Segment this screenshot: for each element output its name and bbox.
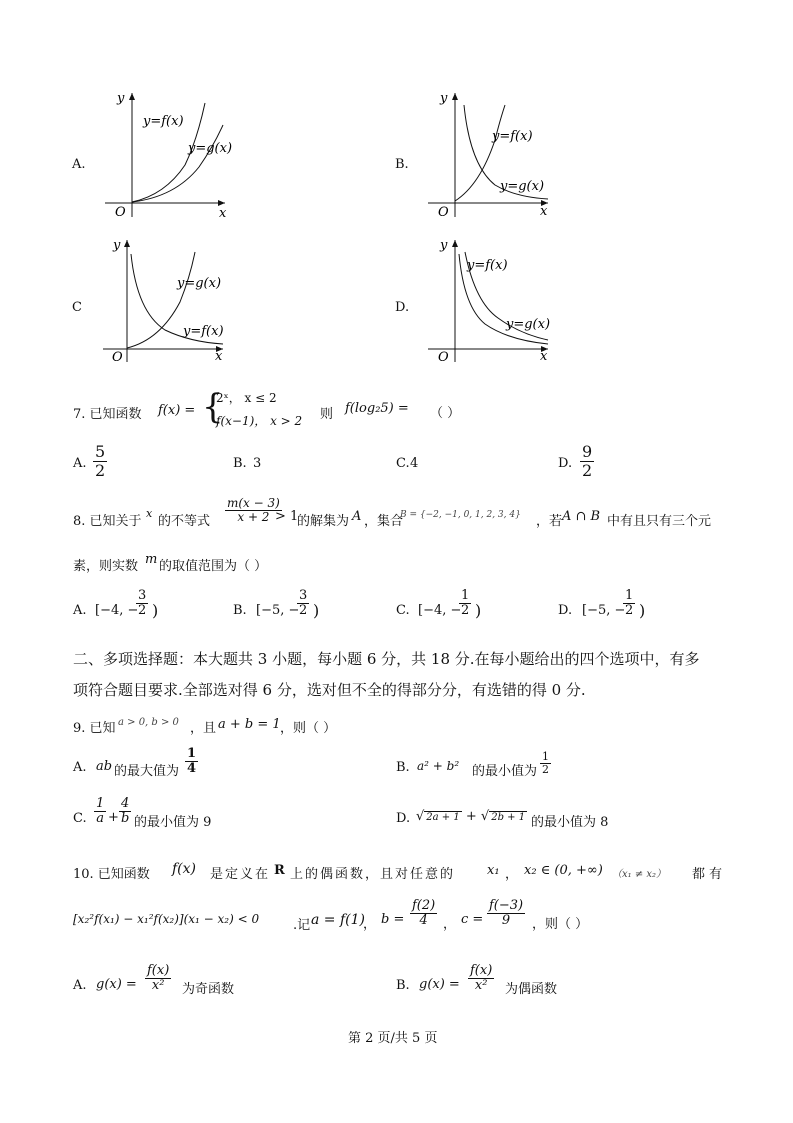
q8-option-c-left: [−4, − [418,603,462,618]
curve-label-2: y=g(x) [500,179,545,194]
q8-var-x: x [146,507,153,520]
frac-den: b [121,811,130,827]
q10-b-frac [410,899,437,929]
frac-num: f(x) [470,963,493,978]
frac-num: 9 [582,442,593,461]
curve-label-2: y=g(x) [188,141,233,156]
frac-num: 3 [299,588,308,603]
graph-a-figure [95,85,245,220]
frac-num: 1 [187,746,197,761]
q10-note: .记 [293,918,311,933]
q9-suffix: ，则（ ） [280,721,337,736]
q10-sep: ， [505,867,519,882]
x-axis-label: x [540,204,548,219]
q9-c-frac2 [119,797,131,827]
q9-d-expr: √ 2a + 1 + √ 2b + 1 [416,809,526,824]
q10-mid2: 上的偶函数，且对任意的 [290,867,456,882]
q10-a-frac [145,964,171,994]
graph-b-figure [420,85,560,220]
q10-mid1: 是定义在 [210,867,271,882]
q7-option-d-letter: D. [558,456,573,471]
q7-option-b-letter: B. [233,456,247,471]
frac-num: f(−3) [489,898,524,913]
frac-den: 9 [501,913,511,929]
q7-case1: 2ˣ， x ≤ 2 [216,391,277,405]
frac-den: x² [474,978,488,994]
frac-num: 3 [138,588,147,603]
q9-c-plus: + [108,810,119,825]
q9-c-letter: C. [73,811,87,826]
q8-option-c-letter: C. [396,603,410,618]
q7-ask: f(log₂5) = [345,401,409,416]
q10-r: R [274,863,285,878]
q7-option-a-frac [93,443,107,479]
option-letter: C [72,300,82,315]
curve-label-1: y=f(x) [143,114,184,129]
q9-a-frac [185,747,198,777]
q9-a-text: 的最大值为 [114,764,180,779]
section-2-line2: 项符合题目要求.全部选对得 6 分，选对但不全的得部分分，有选错的得 0 分. [73,681,586,699]
y-axis-label: y [113,238,121,253]
q9-d-letter: D. [396,811,411,826]
q10-a-def: a = f(1) [311,912,365,928]
q10-b-frac-g [468,964,494,994]
q8-option-a-frac [136,589,148,619]
q10-x1: x₁ [487,863,500,878]
page-footer: 第 2 页/共 5 页 [348,1031,438,1046]
frac-num: 1 [96,796,105,811]
q10-a-text: 为奇函数 [182,982,235,997]
q7-prefix: 7. 已知函数 [73,407,142,422]
frac-den: 2 [95,460,106,480]
q10-a-letter: A. [73,978,87,993]
origin-label: O [115,205,126,220]
y-axis-label: y [440,91,448,106]
q8-line2b: 的取值范围为（ ） [159,559,268,574]
q10-prefix: 10. 已知函数 [73,867,150,882]
q7-option-b-value: 3 [253,456,262,471]
q8-option-b-right: ) [313,601,320,620]
x-axis-label: x [219,206,227,220]
q9-mid: ，且 [190,721,217,736]
q8-option-b-frac [297,589,309,619]
q10-cond: [x₂²f(x₁) − x₁²f(x₂)](x₁ − x₂) < 0 [73,912,260,926]
curve-label-1: y=f(x) [467,258,508,273]
q9-d-root2: 2b + 1 [491,812,526,823]
q10-c-frac [487,899,525,929]
q8-part2: 的不等式 [158,514,211,529]
q8-option-a-left: [−4, − [95,603,139,618]
q8-option-c-right: ) [475,601,482,620]
frac-den: a [96,811,105,827]
q9-c-frac1 [94,797,106,827]
q8-intersect: A ∩ B [562,509,601,524]
q9-prefix: 9. 已知 [73,721,116,736]
q8-option-d-letter: D. [558,603,573,618]
q9-d-text: 的最小值为 8 [531,815,609,830]
curve-label-2: y=f(x) [183,324,224,339]
origin-label: O [438,205,449,220]
q10-a-lhs: g(x) = [96,977,137,992]
q9-a-expr: ab [96,759,113,774]
curve-label-1: y=f(x) [492,129,533,144]
q8-set-b: B = {−2, −1, 0, 1, 2, 3, 4} [400,510,521,520]
frac-den: x² [151,978,165,994]
x-axis-label: x [540,349,548,364]
q10-has: 都有 [692,867,727,882]
q10-fx: f(x) [172,861,197,877]
q8-ineq-frac [225,497,282,524]
frac-den: 2 [542,763,549,777]
frac-num: 1 [542,750,549,763]
graph-d-figure [420,232,560,367]
q10-x2in: x₂ ∈ (0, +∞) [524,863,603,878]
q8-option-d-right: ) [639,601,646,620]
q10-c-lhs: c = [461,912,484,927]
q8-line2a: 素，则实数 [73,559,139,574]
q8-var-m: m [145,552,158,567]
origin-label: O [438,350,449,365]
frac-den: 2 [582,460,593,480]
section-2-line1: 二、多项选择题：本大题共 3 小题，每小题 6 分，共 18 分.在每小题给出的四个选项中，有多 [73,650,700,668]
frac-den: 4 [419,913,428,929]
frac-num: 4 [121,796,130,811]
q8-option-b-letter: B. [233,603,247,618]
q8-part1: 8. 已知关于 [73,514,142,529]
q10-sep-2: ， [363,917,377,932]
curve-label-1: y=g(x) [177,276,222,291]
q9-a-letter: A. [73,760,87,775]
frac-num: 1 [625,588,634,603]
q10-b-letter: B. [396,978,410,993]
q10-neq: （x₁ ≠ x₂） [612,869,667,880]
q9-b-text: 的最小值为 [472,764,538,779]
q9-cond: a > 0, b > 0 [118,717,179,728]
frac-den: 2 [299,603,308,619]
option-letter: A. [72,157,86,172]
q8-option-a-right: ) [152,601,159,620]
q10-suffix: ，则（ ） [532,917,589,932]
y-axis-label: y [117,91,125,106]
frac-num: 1 [461,588,470,603]
q8-option-b-left: [−5, − [256,603,300,618]
q8-part3: 的解集为 [297,514,350,529]
option-letter: D. [395,300,410,315]
q10-b-text: 为偶函数 [505,982,558,997]
q7-option-c-value: 4 [410,456,419,471]
q10-b-lhs-g: g(x) = [419,977,460,992]
q8-option-c-frac [459,589,471,619]
q7-brace: { [202,387,224,427]
frac-den: x + 2 [237,510,270,525]
q10-sep-3: ， [443,917,457,932]
q8-set-a: A [352,509,362,524]
frac-num: f(2) [412,898,436,913]
q9-b-letter: B. [396,760,410,775]
q7-option-d-frac [580,443,594,479]
graph-c-figure [95,232,245,367]
frac-num: 5 [95,442,106,461]
frac-den: 4 [187,761,197,777]
frac-den: 2 [461,603,470,619]
q10-b-lhs: b = [381,912,405,927]
q9-c-text: 的最小值为 9 [134,815,212,830]
q7-then: 则 [320,407,334,422]
q7-paren: （ ） [430,406,461,421]
q7-fx: f(x) = [158,403,196,418]
curve-label-2: y=g(x) [506,317,551,332]
x-axis-label: x [215,349,223,364]
q7-option-c-letter: C. [396,456,410,471]
q8-part5: ，若 [536,514,563,529]
frac-den: 2 [138,603,147,619]
q8-part6: 中有且只有三个元 [607,514,712,529]
frac-num: m(x − 3) [227,496,280,510]
q8-ineq-rhs: > 1 [275,509,299,524]
q9-b-frac [540,751,551,776]
frac-den: 2 [625,603,634,619]
q8-part4: ，集合 [364,514,404,529]
frac-num: f(x) [147,963,170,978]
q8-option-d-frac [623,589,635,619]
y-axis-label: y [440,238,448,253]
q8-option-d-left: [−5, − [582,603,626,618]
q7-case2: f(x−1)， x > 2 [216,414,303,428]
q9-d-plus: + [465,809,477,824]
origin-label: O [112,350,123,365]
q9-d-root1: 2a + 1 [426,812,460,823]
option-letter: B. [395,157,409,172]
q8-option-a-letter: A. [73,603,87,618]
q7-option-a-letter: A. [73,456,87,471]
q9-b-expr: a² + b² [417,759,460,773]
q9-eq: a + b = 1 [218,717,281,732]
